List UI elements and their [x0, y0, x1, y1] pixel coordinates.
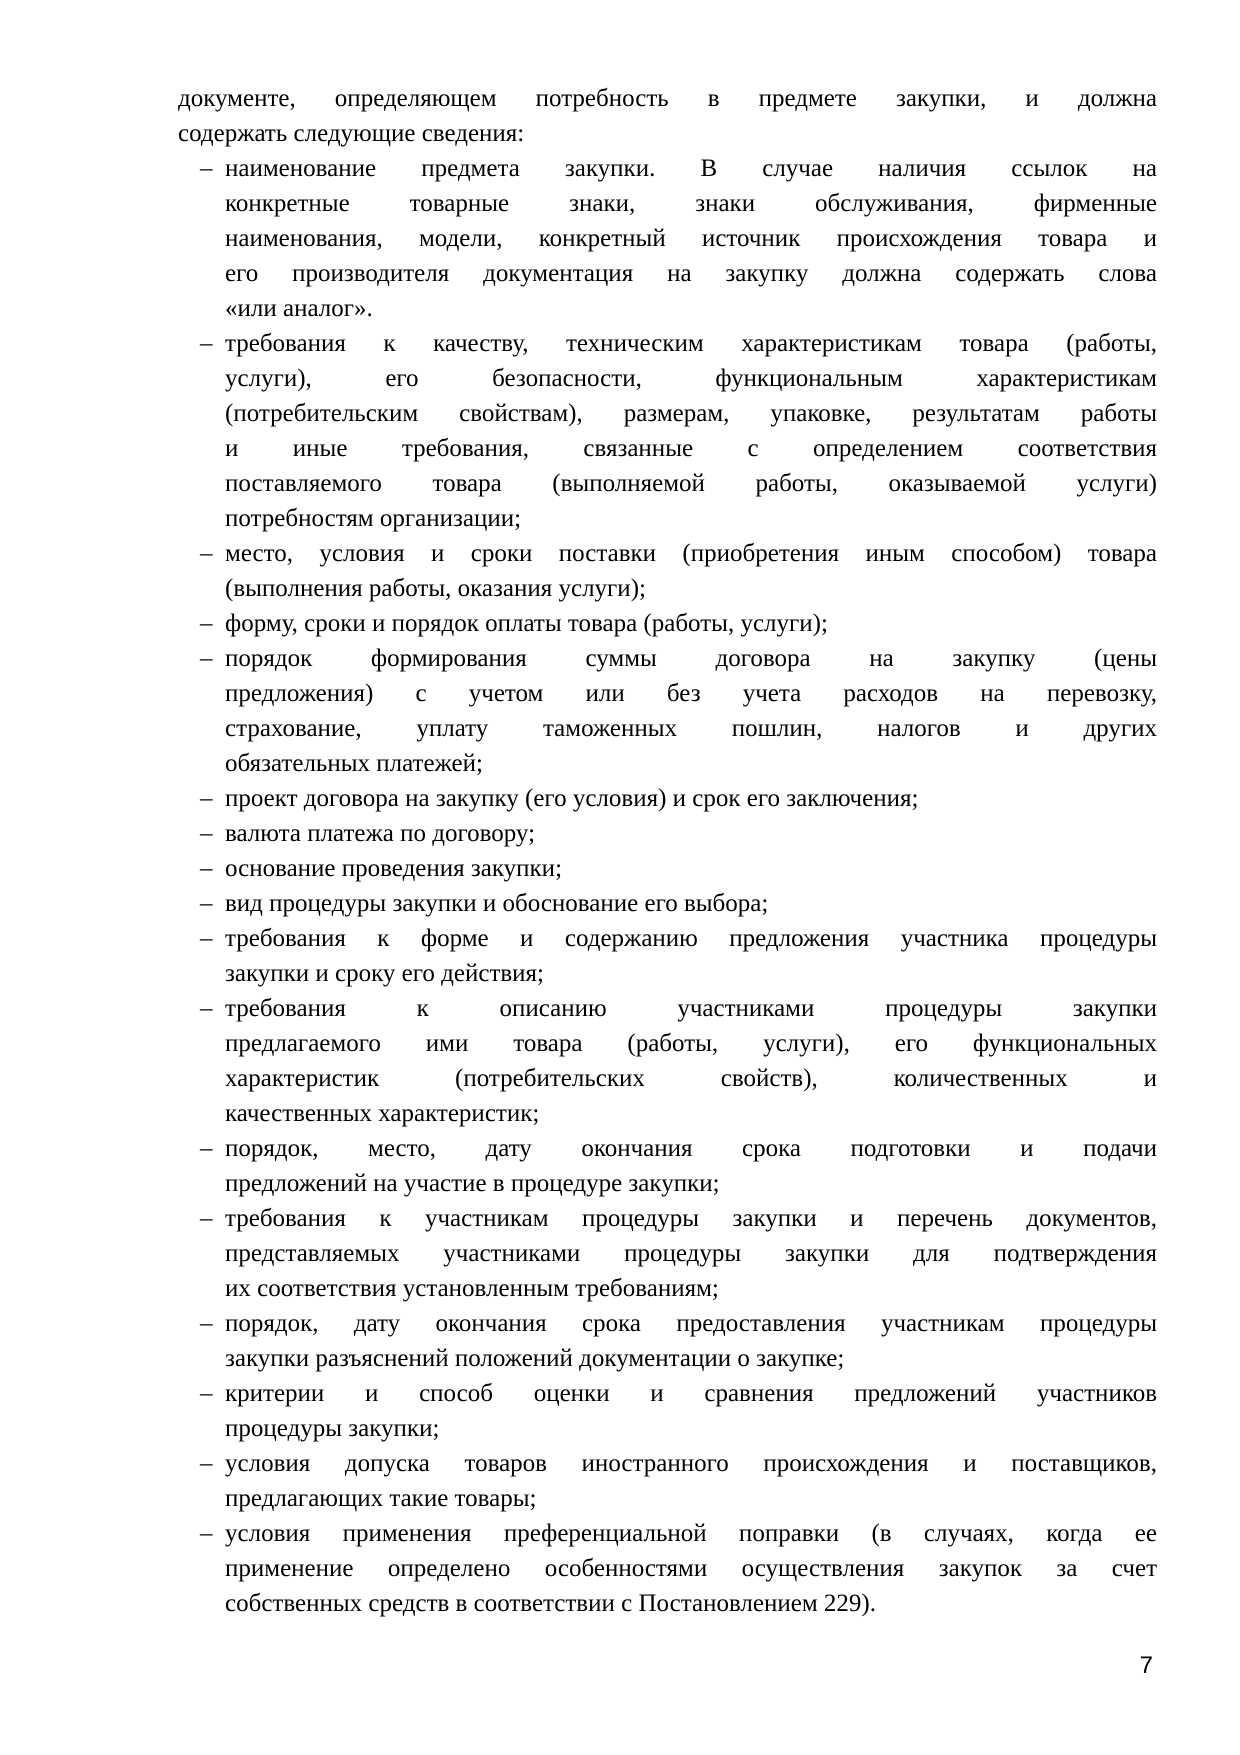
- text-line: требования к качеству, техническим характеристикам товара (работы,: [225, 330, 1157, 357]
- list-item-text: [225, 991, 1157, 1131]
- list-item-text: [225, 851, 1157, 886]
- text-line: условия применения преференциальной поправки (в случаях, когда ее: [225, 1520, 1157, 1547]
- list-item: [178, 536, 1157, 606]
- text-line: предложения) с учетом или без учета расходов на перевозку,: [225, 680, 1157, 707]
- dash-marker: –: [200, 540, 213, 567]
- list-item-text: [225, 1201, 1157, 1306]
- intro-paragraph: [178, 81, 1157, 151]
- text-line: основание проведения закупки;: [225, 855, 563, 882]
- text-line: требования к описанию участниками процедуры закупки: [225, 995, 1157, 1022]
- text-line: качественных характеристик;: [225, 1100, 540, 1127]
- paragraph-line: содержать следующие сведения:: [178, 120, 525, 147]
- text-line: потребностям организации;: [225, 505, 522, 532]
- list-item-text: [225, 1376, 1157, 1446]
- list-item: [178, 1516, 1157, 1621]
- list-item-text: [225, 1516, 1157, 1621]
- dash-marker: –: [200, 995, 213, 1022]
- text-line: наименование предмета закупки. В случае наличия ссылок на: [225, 155, 1157, 182]
- text-line: услуги), его безопасности, функциональным характеристикам: [225, 365, 1157, 392]
- list-item: [178, 781, 1157, 816]
- text-line: «или аналог».: [225, 295, 373, 322]
- dash-marker: –: [200, 1205, 213, 1232]
- text-line: место, условия и сроки поставки (приобретения иным способом) товара: [225, 540, 1157, 567]
- text-line: (выполнения работы, оказания услуги);: [225, 575, 646, 602]
- text-line: поставляемого товара (выполняемой работы, оказываемой услуги): [225, 470, 1157, 497]
- text-line: их соответствия установленным требованиям;: [225, 1275, 719, 1302]
- text-line: его производителя документация на закупку должна содержать слова: [225, 260, 1157, 287]
- list-item: [178, 1306, 1157, 1376]
- list-item: [178, 1201, 1157, 1306]
- text-line: валюта платежа по договору;: [225, 820, 536, 847]
- list-item-text: [225, 886, 1157, 921]
- list-item: [178, 991, 1157, 1131]
- text-line: порядок, место, дату окончания срока подготовки и подачи: [225, 1135, 1157, 1162]
- dash-marker: –: [200, 610, 213, 637]
- text-line: порядок, дату окончания срока предоставления участникам процедуры: [225, 1310, 1157, 1337]
- list-item: [178, 851, 1157, 886]
- text-line: страхование, уплату таможенных пошлин, налогов и других: [225, 715, 1157, 742]
- text-line: форму, сроки и порядок оплаты товара (работы, услуги);: [225, 610, 828, 637]
- dash-marker: –: [200, 890, 213, 917]
- text-line: и иные требования, связанные с определением соответствия: [225, 435, 1157, 462]
- list-item: [178, 1131, 1157, 1201]
- text-line: закупки и сроку его действия;: [225, 960, 545, 987]
- list-item: [178, 641, 1157, 781]
- text-line: характеристик (потребительских свойств), количественных и: [225, 1065, 1157, 1092]
- dash-marker: –: [200, 1450, 213, 1477]
- dash-marker: –: [200, 820, 213, 847]
- dash-marker: –: [200, 1310, 213, 1337]
- text-line: (потребительским свойствам), размерам, упаковке, результатам работы: [225, 400, 1157, 427]
- list-item-text: [225, 1131, 1157, 1201]
- text-line: проект договора на закупку (его условия) и срок его заключения;: [225, 785, 919, 812]
- list-item-text: [225, 536, 1157, 606]
- text-line: обязательных платежей;: [225, 750, 483, 777]
- text-line: предлагающих такие товары;: [225, 1485, 537, 1512]
- list-item: [178, 326, 1157, 536]
- list-item-text: [225, 816, 1157, 851]
- dash-marker: –: [200, 785, 213, 812]
- list-item: [178, 886, 1157, 921]
- text-line: конкретные товарные знаки, знаки обслуживания, фирменные: [225, 190, 1157, 217]
- text-line: требования к форме и содержанию предложения участника процедуры: [225, 925, 1157, 952]
- text-line: применение определено особенностями осуществления закупок за счет: [225, 1555, 1157, 1582]
- text-line: представляемых участниками процедуры закупки для подтверждения: [225, 1240, 1157, 1267]
- paragraph-line: документе, определяющем потребность в предмете закупки, и должна: [178, 85, 1157, 112]
- text-line: вид процедуры закупки и обоснование его выбора;: [225, 890, 769, 917]
- list-item: [178, 1446, 1157, 1516]
- requirements-list: [178, 151, 1157, 1621]
- text-line: условия допуска товаров иностранного происхождения и поставщиков,: [225, 1450, 1157, 1477]
- text-line: критерии и способ оценки и сравнения предложений участников: [225, 1380, 1157, 1407]
- dash-marker: –: [200, 1380, 213, 1407]
- dash-marker: –: [200, 1520, 213, 1547]
- list-item-text: [225, 641, 1157, 781]
- list-item: [178, 1376, 1157, 1446]
- list-item: [178, 151, 1157, 326]
- list-item-text: [225, 1306, 1157, 1376]
- list-item-text: [225, 781, 1157, 816]
- text-line: предложений на участие в процедуре закупки;: [225, 1170, 720, 1197]
- dash-marker: –: [200, 925, 213, 952]
- dash-marker: –: [200, 330, 213, 357]
- list-item-text: [225, 151, 1157, 326]
- text-line: процедуры закупки;: [225, 1415, 440, 1442]
- text-line: предлагаемого ими товара (работы, услуги), его функциональных: [225, 1030, 1157, 1057]
- list-item-text: [225, 921, 1157, 991]
- text-line: собственных средств в соответствии с Постановлением 229).: [225, 1590, 876, 1617]
- list-item: [178, 816, 1157, 851]
- text-line: наименования, модели, конкретный источник происхождения товара и: [225, 225, 1157, 252]
- list-item-text: [225, 326, 1157, 536]
- list-item: [178, 606, 1157, 641]
- dash-marker: –: [200, 1135, 213, 1162]
- text-line: порядок формирования суммы договора на закупку (цены: [225, 645, 1157, 672]
- dash-marker: –: [200, 155, 213, 182]
- text-line: требования к участникам процедуры закупки и перечень документов,: [225, 1205, 1157, 1232]
- list-item: [178, 921, 1157, 991]
- list-item-text: [225, 606, 1157, 641]
- dash-marker: –: [200, 855, 213, 882]
- list-item-text: [225, 1446, 1157, 1516]
- dash-marker: –: [200, 645, 213, 672]
- text-line: закупки разъяснений положений документации о закупке;: [225, 1345, 845, 1372]
- page-content: [178, 81, 1157, 1621]
- page-number: 7: [1139, 1652, 1153, 1679]
